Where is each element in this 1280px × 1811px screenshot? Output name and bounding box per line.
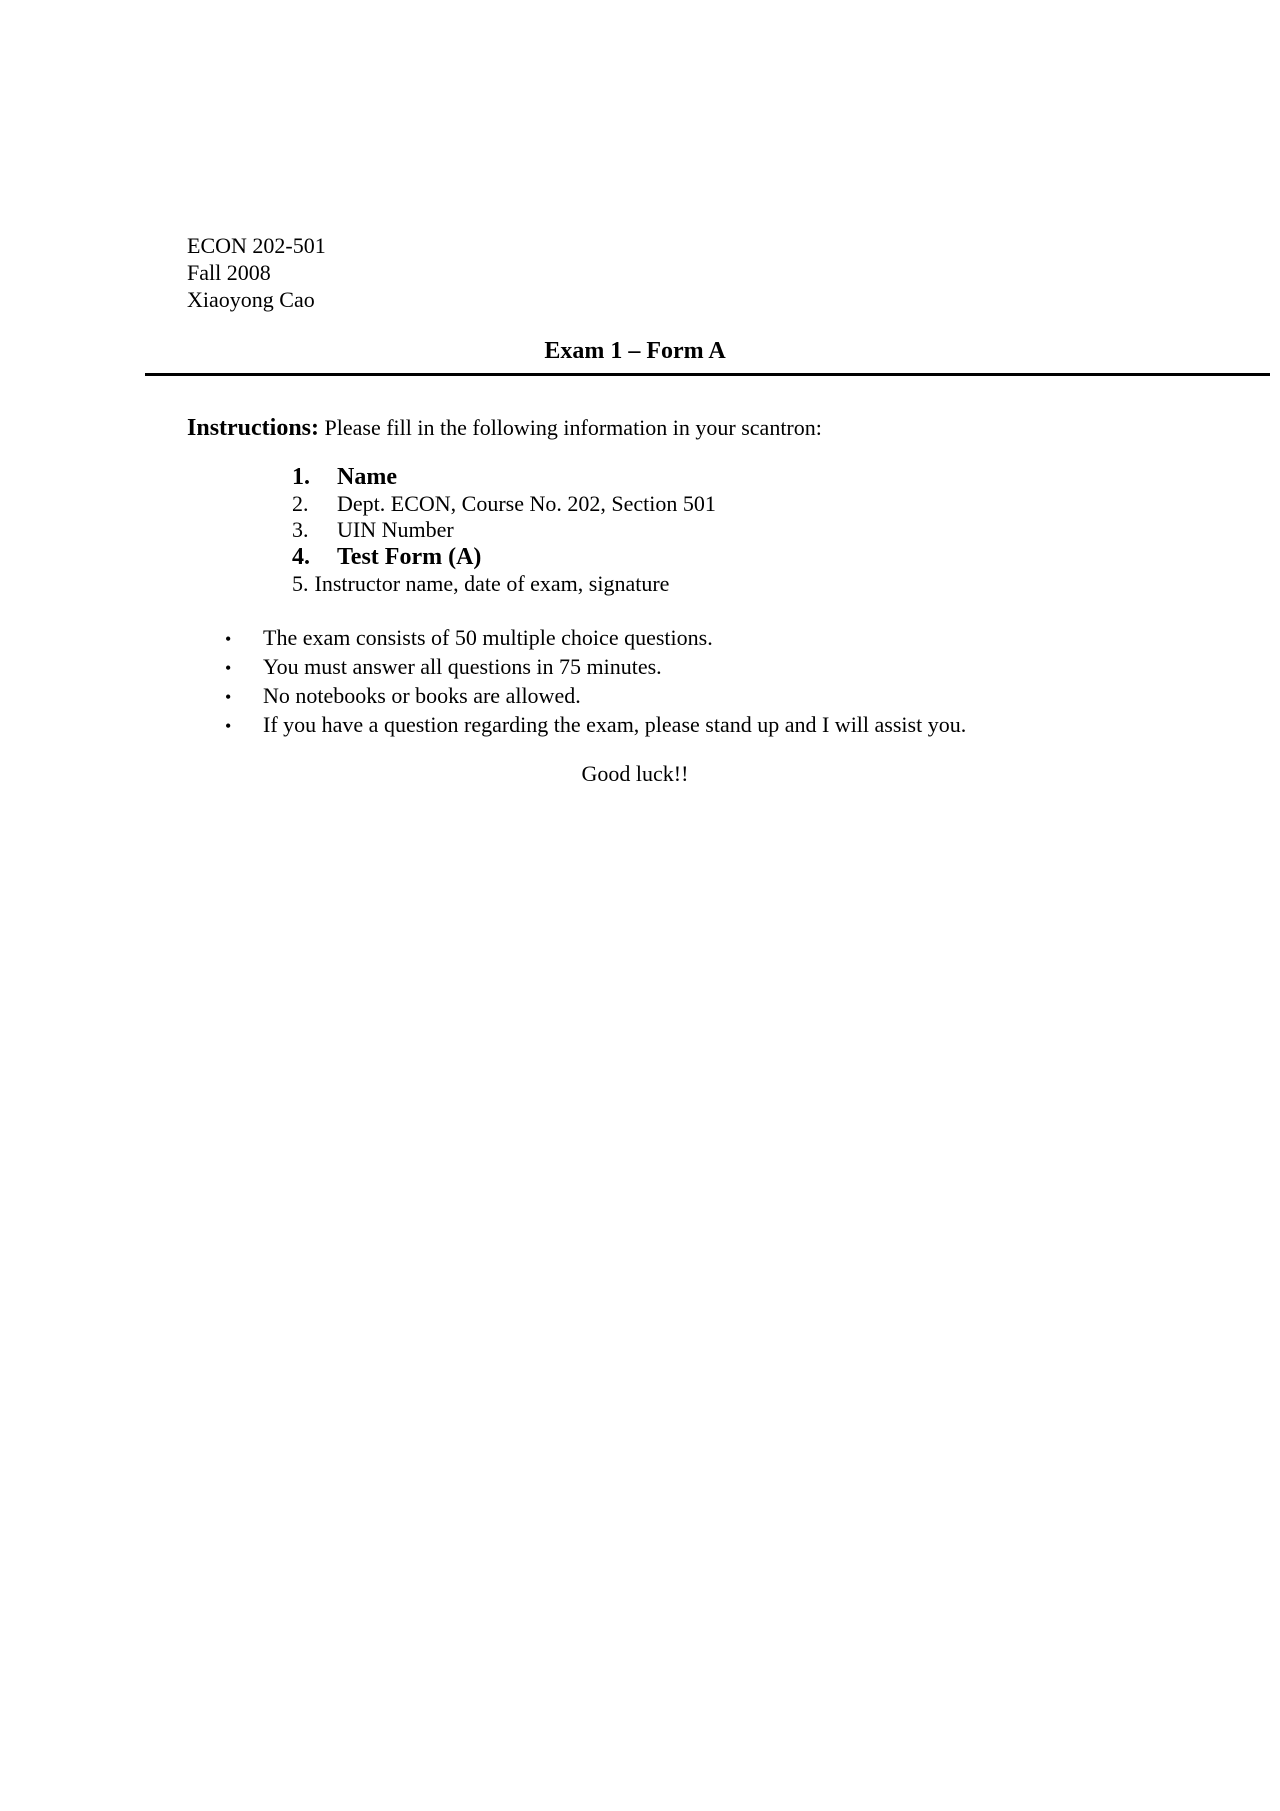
- closing-remark: Good luck!!: [581, 761, 689, 786]
- instructions-label: Instructions:: [187, 415, 320, 441]
- list-item: [292, 491, 716, 517]
- list-item-text: Instructor name, date of exam, signature: [314, 571, 670, 596]
- instructions-text: Please fill in the following information in your scantron:: [319, 415, 822, 440]
- list-item: [292, 543, 716, 571]
- bullet-icon: •: [225, 716, 232, 736]
- title-divider: [145, 373, 1270, 376]
- list-item-number: 1.: [292, 464, 310, 490]
- list-item: [292, 517, 716, 543]
- list-item-text: Name: [337, 464, 397, 490]
- list-item-text: UIN Number: [337, 517, 454, 542]
- list-item: [223, 653, 966, 682]
- list-item-text: If you have a question regarding the exam, please stand up and I will assist you.: [263, 712, 967, 737]
- list-item-number: 3.: [292, 517, 309, 542]
- list-item: [223, 682, 966, 711]
- instructor-name: Xiaoyong Cao: [187, 287, 315, 312]
- list-item-text: No notebooks or books are allowed.: [263, 683, 581, 708]
- course-code: ECON 202-501: [187, 233, 326, 258]
- list-item-text: Test Form (A): [337, 544, 482, 570]
- list-item-text: The exam consists of 50 multiple choice questions.: [263, 625, 713, 650]
- scantron-info-list: [292, 463, 716, 597]
- exam-rules-list: [223, 624, 966, 740]
- course-term: Fall 2008: [187, 260, 271, 285]
- list-item: [223, 624, 966, 653]
- list-item-number: 4.: [292, 544, 310, 570]
- list-item: [292, 571, 716, 597]
- bullet-icon: •: [225, 687, 232, 707]
- list-item-text: You must answer all questions in 75 minutes.: [263, 654, 662, 679]
- list-item: [292, 463, 716, 491]
- instructions-paragraph: [187, 413, 822, 443]
- course-header: [187, 232, 326, 313]
- list-item-number: 5.: [292, 571, 309, 596]
- bullet-icon: •: [225, 629, 232, 649]
- bullet-icon: •: [225, 658, 232, 678]
- list-item: [223, 711, 966, 740]
- list-item-number: 2.: [292, 491, 309, 516]
- exam-title: Exam 1 – Form A: [544, 338, 726, 364]
- list-item-text: Dept. ECON, Course No. 202, Section 501: [337, 491, 716, 516]
